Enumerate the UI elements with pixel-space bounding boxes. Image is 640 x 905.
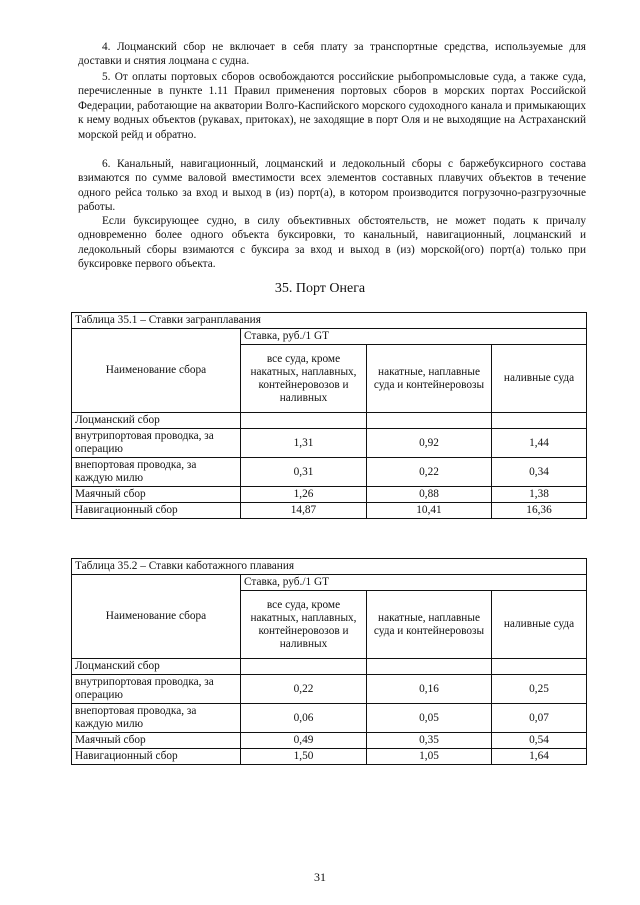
paragraph-5: 5. От оплаты портовых сборов освобождаются российские рыбопромысловые суда, а также суда, перечисленные в пункте 1.11 Правил применения портовых сборов в морских портах Российской Федерации, работающие на акватории Волго-Каспийского морского судоходного канала и примыкающих к нему водных объектов (рукавах, притоках), не заходящие в порт Оля и не выходящие на Астраханский морской рейд и обратно. bbox=[78, 71, 586, 141]
row-label: внепортовая проводка, за каждую милю bbox=[72, 704, 241, 733]
table-cell: 1,31 bbox=[241, 429, 367, 458]
table-cell: 0,25 bbox=[492, 675, 587, 704]
table-row bbox=[72, 487, 587, 503]
table-cell: 0,05 bbox=[367, 704, 492, 733]
rate-header: Ставка, руб./1 GT bbox=[241, 329, 587, 345]
page-number: 31 bbox=[314, 870, 326, 884]
table-cell bbox=[367, 659, 492, 675]
row-label: внутрипортовая проводка, за операцию bbox=[72, 675, 241, 704]
table-cell: 1,26 bbox=[241, 487, 367, 503]
name-header: Наименование сбора bbox=[72, 575, 241, 659]
table-caption: Таблица 35.1 – Ставки загранплавания bbox=[72, 313, 587, 329]
table-row bbox=[72, 733, 587, 749]
column-header: наливные суда bbox=[492, 591, 587, 659]
table-cell: 10,41 bbox=[367, 503, 492, 519]
table-cell bbox=[367, 413, 492, 429]
table-row bbox=[72, 704, 587, 733]
table-cell bbox=[492, 413, 587, 429]
row-label: Лоцманский сбор bbox=[72, 659, 241, 675]
table-cell: 1,44 bbox=[492, 429, 587, 458]
table-cell: 1,05 bbox=[367, 749, 492, 765]
table-row bbox=[72, 749, 587, 765]
table-cell: 1,50 bbox=[241, 749, 367, 765]
table-cell: 1,64 bbox=[492, 749, 587, 765]
rates-table-foreign bbox=[71, 312, 587, 519]
table-cell bbox=[241, 659, 367, 675]
paragraph-6: 6. Канальный, навигационный, лоцманский и ледокольный сборы с баржебуксирного состава взимаются по сумме валовой вместимости всех элементов составных плавучих объектов в течение одного рейса только за вход и выход в (из) порт(а), в котором производится погрузочно-разгрузочные работы. bbox=[78, 158, 586, 214]
table-cell: 1,38 bbox=[492, 487, 587, 503]
table-cell: 0,35 bbox=[367, 733, 492, 749]
table-row bbox=[72, 675, 587, 704]
table-cell bbox=[492, 659, 587, 675]
table-caption-row bbox=[72, 313, 587, 329]
table-cell: 0,22 bbox=[367, 458, 492, 487]
rate-header: Ставка, руб./1 GT bbox=[241, 575, 587, 591]
table-row bbox=[72, 458, 587, 487]
table-cell: 0,22 bbox=[241, 675, 367, 704]
row-label: Маячный сбор bbox=[72, 487, 241, 503]
column-header: накатные, наплавные суда и контейнеровозы bbox=[367, 591, 492, 659]
column-header: все суда, кроме накатных, наплавных, контейнеровозов и наливных bbox=[241, 345, 367, 413]
table-cell bbox=[241, 413, 367, 429]
table-cell: 0,34 bbox=[492, 458, 587, 487]
table-row bbox=[72, 413, 587, 429]
column-header: накатные, наплавные суда и контейнеровозы bbox=[367, 345, 492, 413]
row-label: Навигационный сбор bbox=[72, 749, 241, 765]
table-cell: 0,92 bbox=[367, 429, 492, 458]
section-heading: 35. Порт Онега bbox=[274, 281, 366, 296]
column-header: все суда, кроме накатных, наплавных, контейнеровозов и наливных bbox=[241, 591, 367, 659]
table-cell: 16,36 bbox=[492, 503, 587, 519]
table-caption: Таблица 35.2 – Ставки каботажного плавания bbox=[72, 559, 587, 575]
row-label: Маячный сбор bbox=[72, 733, 241, 749]
row-label: внутрипортовая проводка, за операцию bbox=[72, 429, 241, 458]
table-row bbox=[72, 429, 587, 458]
table-cell: 0,88 bbox=[367, 487, 492, 503]
table-cell: 0,49 bbox=[241, 733, 367, 749]
table-row bbox=[72, 503, 587, 519]
table-row bbox=[72, 659, 587, 675]
table-cell: 0,07 bbox=[492, 704, 587, 733]
table-header-row bbox=[72, 575, 587, 591]
rates-table-cabotage bbox=[71, 558, 587, 765]
row-label: Навигационный сбор bbox=[72, 503, 241, 519]
paragraph-towing: Если буксирующее судно, в силу объективных обстоятельств, не может подать к причалу одновременно более одного объекта буксировки, то канальный, навигационный, лоцманский и ледокольный сборы взимаются с буксира за вход и выход в (из) морской(ого) порт(а) только при буксировке первого объекта. bbox=[78, 215, 586, 271]
table-cell: 0,06 bbox=[241, 704, 367, 733]
table-caption-row bbox=[72, 559, 587, 575]
row-label: Лоцманский сбор bbox=[72, 413, 241, 429]
paragraph-4: 4. Лоцманский сбор не включает в себя плату за транспортные средства, используемые для доставки и снятия лоцмана с судна. bbox=[78, 41, 586, 68]
table-cell: 14,87 bbox=[241, 503, 367, 519]
row-label: внепортовая проводка, за каждую милю bbox=[72, 458, 241, 487]
column-header: наливные суда bbox=[492, 345, 587, 413]
table-cell: 0,54 bbox=[492, 733, 587, 749]
table-cell: 0,16 bbox=[367, 675, 492, 704]
name-header: Наименование сбора bbox=[72, 329, 241, 413]
table-cell: 0,31 bbox=[241, 458, 367, 487]
table-header-row bbox=[72, 329, 587, 345]
